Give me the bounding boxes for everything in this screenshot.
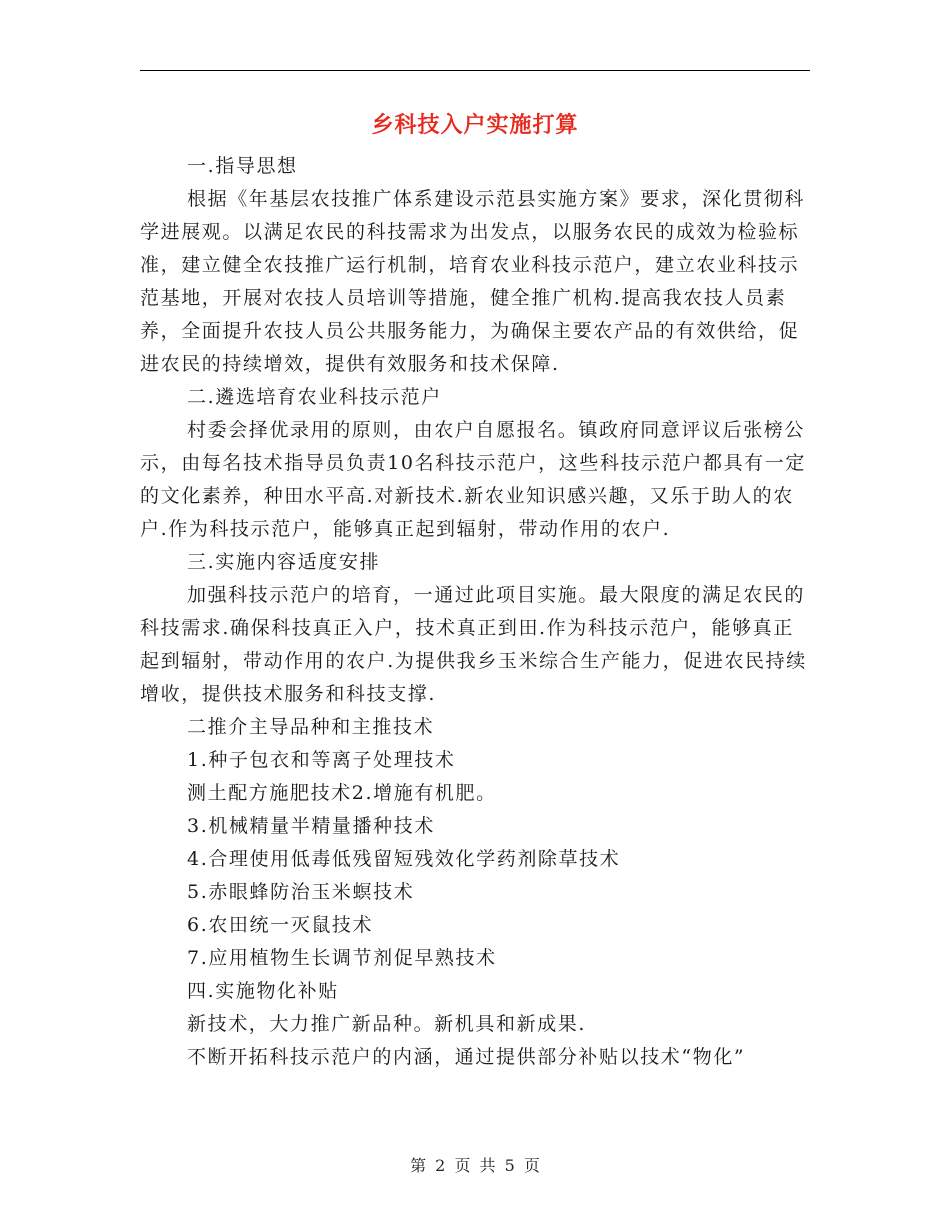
list-item-technology-3: 3.机械精量半精量播种技术 [187,815,435,837]
list-item-technology-5: 5.赤眼蜂防治玉米螟技术 [187,881,415,903]
paragraph-implementation: 加强科技示范户的培育，一通过此项目实施。最大限度的满足农民的科技需求.确保科技真正入户，技术真正到田.作为科技示范户，能够真正起到辐射，带动作用的农户.为提供我乡玉米综合生产能力，促进农民持续增收，提供技术服务和科技支撑. [140,584,807,705]
footer-page-number: 2 [435,1156,446,1175]
list-item-technology-1: 1.种子包衣和等离子处理技术 [187,749,456,771]
section-heading-subsidy: 四.实施物化补贴 [187,980,339,1002]
header-rule [140,70,810,71]
document-body [140,150,812,1074]
footer-prefix: 第 [410,1156,427,1175]
paragraph-subsidy-2: 不断开拓科技示范户的内涵，通过提供部分补贴以技术“物化” [187,1046,746,1068]
footer-suffix: 页 [523,1156,540,1175]
list-item-technology-7: 7.应用植物生长调节剂促早熟技术 [187,947,497,969]
page-footer [0,1153,950,1176]
list-item-technology-2: 测土配方施肥技术2.增施有机肥。 [187,782,497,804]
section-heading-select-households: 二.遴选培育农业科技示范户 [187,386,442,408]
footer-total-pages: 5 [504,1156,515,1175]
paragraph-select-households: 村委会择优录用的原则，由农户自愿报名。镇政府同意评议后张榜公示，由每名技术指导员负责10名科技示范户，这些科技示范户都具有一定的文化素养，种田水平高.对新技术.新农业知识感兴趣，又乐于助人的农户.作为科技示范户，能够真正起到辐射，带动作用的农户. [140,419,806,540]
list-item-technology-6: 6.农田统一灭鼠技术 [187,914,374,936]
document-title: 乡科技入户实施打算 [371,113,579,138]
section-heading-guiding-thought: 一.指导思想 [187,155,298,177]
footer-middle: 页 共 [454,1156,496,1175]
paragraph-guiding-thought: 根据《年基层农技推广体系建设示范县实施方案》要求，深化贯彻科学进展观。以满足农民的科技需求为出发点，以服务农民的成效为检验标准，建立健全农技推广运行机制，培育农业科技示范户，建立农业科技示范基地，开展对农技人员培训等措施，健全推广机构.提高我农技人员素养，全面提升农技人员公共服务能力，为确保主要农产品的有效供给，促进农民的持续增效，提供有效服务和技术保障. [140,188,806,375]
list-item-technology-4: 4.合理使用低毒低残留短残效化学药剂除草技术 [187,848,621,870]
subsection-heading-technologies: 二推介主导品种和主推技术 [187,716,435,738]
section-heading-implementation: 三.实施内容适度安排 [187,551,381,573]
paragraph-subsidy-1: 新技术，大力推广新品种。新机具和新成果. [187,1013,587,1035]
